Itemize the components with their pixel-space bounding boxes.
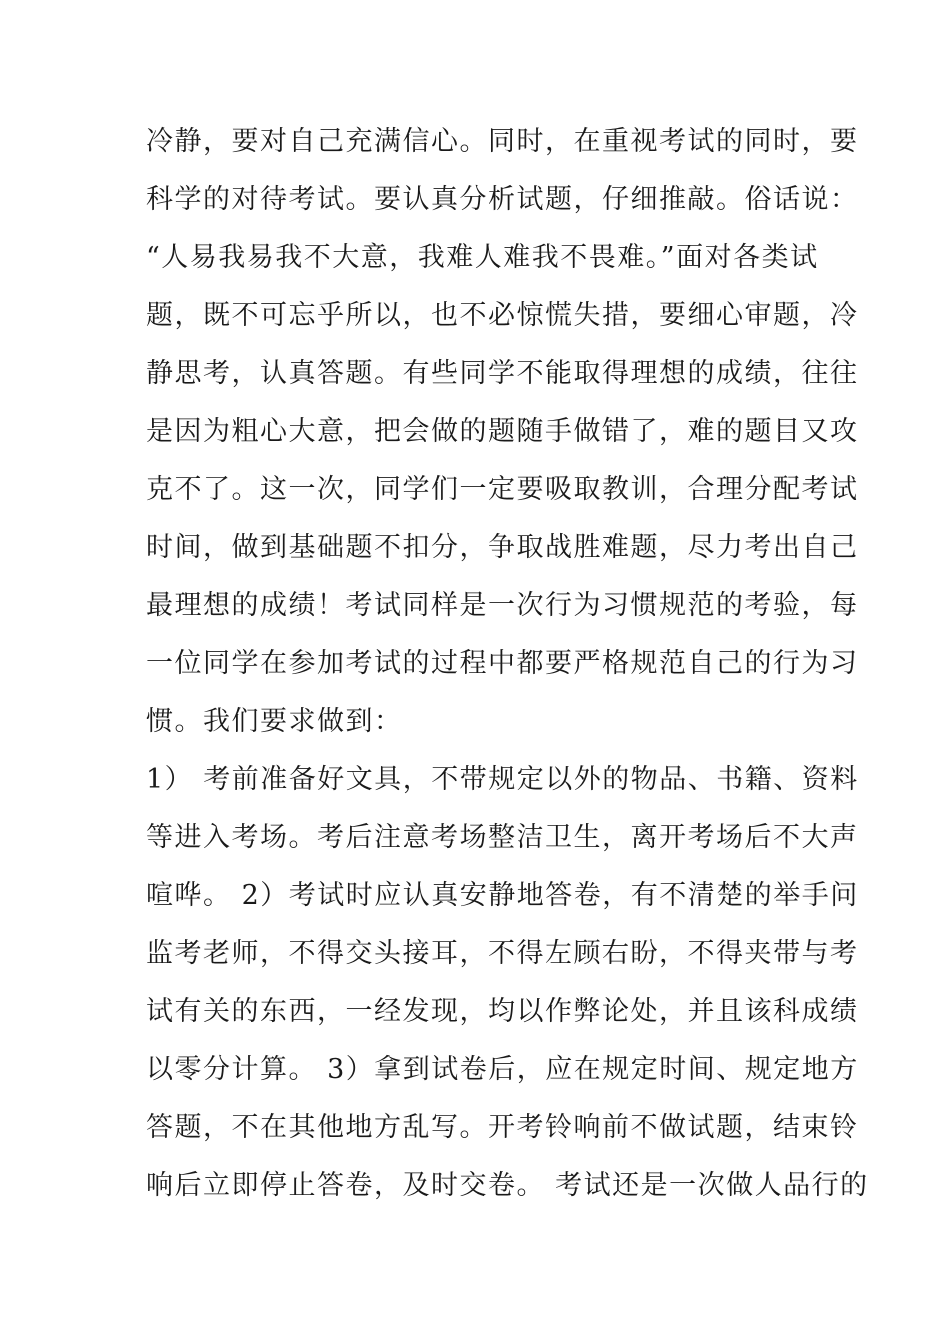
text-line: 一位同学在参加考试的过程中都要严格规范自己的行为习 bbox=[146, 648, 859, 679]
text-line: 响后立即停止答卷，及时交卷。 考试还是一次做人品行的 bbox=[146, 1170, 869, 1201]
text-line: 克不了。这一次，同学们一定要吸取教训，合理分配考试 bbox=[146, 474, 859, 505]
text-line: “人易我易我不大意，我难人难我不畏难。”面对各类试 bbox=[146, 242, 819, 273]
text-line: 试有关的东西，一经发现，均以作弊论处，并且该科成绩 bbox=[146, 996, 859, 1027]
text-line: 时间，做到基础题不扣分，争取战胜难题，尽力考出自己 bbox=[146, 532, 859, 563]
text-line: 等进入考场。考后注意考场整洁卫生，离开考场后不大声 bbox=[146, 822, 859, 853]
list-item-line: 1） 考前准备好文具，不带规定以外的物品、书籍、资料 bbox=[146, 764, 859, 795]
text-line: 冷静，要对自己充满信心。同时，在重视考试的同时，要 bbox=[146, 126, 859, 157]
text-line: 题，既不可忘乎所以，也不必惊慌失措，要细心审题，冷 bbox=[146, 300, 859, 331]
text-line: 科学的对待考试。要认真分析试题，仔细推敲。俗话说： bbox=[146, 184, 859, 215]
text-line: 惯。我们要求做到： bbox=[146, 706, 403, 737]
text-line: 喧哗。 2）考试时应认真安静地答卷，有不清楚的举手问 bbox=[146, 880, 859, 911]
text-line: 以零分计算。 3）拿到试卷后，应在规定时间、规定地方 bbox=[146, 1054, 859, 1085]
text-line: 答题，不在其他地方乱写。开考铃响前不做试题，结束铃 bbox=[146, 1112, 859, 1143]
text-line: 静思考，认真答题。有些同学不能取得理想的成绩，往往 bbox=[146, 358, 859, 389]
text-line: 是因为粗心大意，把会做的题随手做错了，难的题目又攻 bbox=[146, 416, 859, 447]
text-line: 监考老师，不得交头接耳，不得左顾右盼，不得夹带与考 bbox=[146, 938, 859, 969]
text-line: 最理想的成绩！考试同样是一次行为习惯规范的考验，每 bbox=[146, 590, 859, 621]
